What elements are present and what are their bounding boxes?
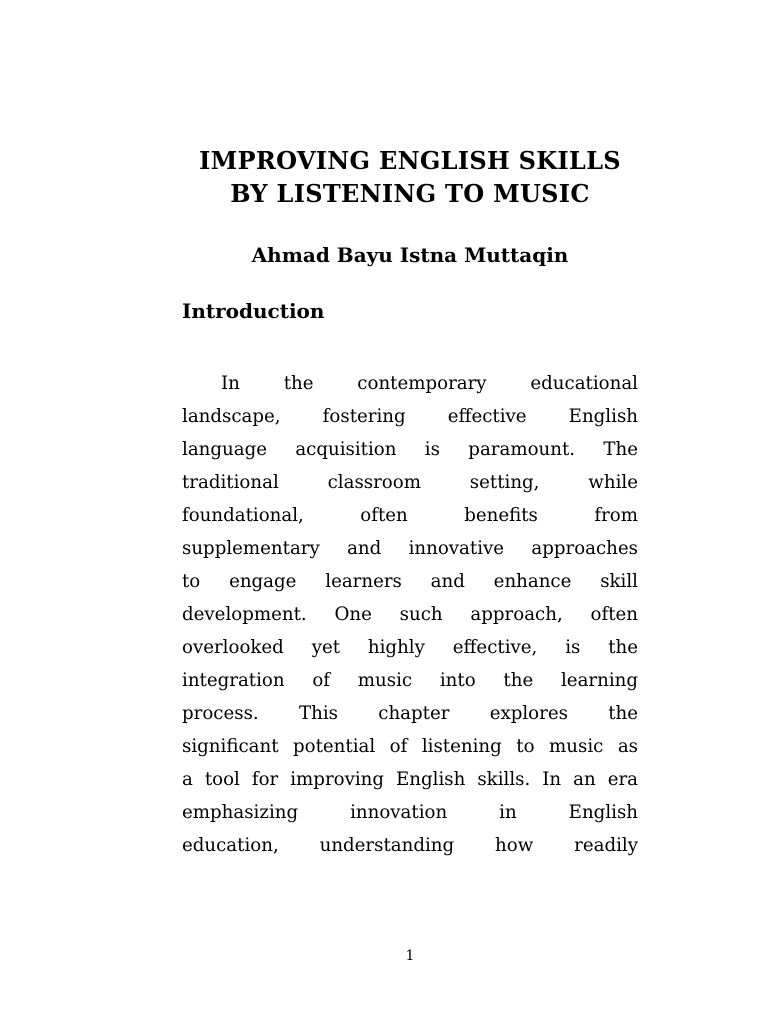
paragraph-line: significant potential of listening to music as [182, 736, 638, 757]
author-name: Ahmad Bayu Istna Muttaqin [251, 243, 569, 267]
paragraph-line: integration of music into the learning [182, 670, 638, 691]
paragraph-line: supplementary and innovative approaches [182, 538, 638, 559]
paragraph-line: In the contemporary educational [221, 373, 638, 394]
title-line: IMPROVING ENGLISH SKILLS [199, 146, 621, 175]
paragraph-line: process. This chapter explores the [182, 703, 638, 724]
paragraph-line: emphasizing innovation in English [182, 802, 638, 823]
paragraph-line: landscape, fostering effective English [182, 406, 638, 427]
paragraph-line: to engage learners and enhance skill [182, 571, 638, 592]
body-paragraph [182, 367, 638, 862]
paragraph-line: traditional classroom setting, while [182, 472, 638, 493]
paragraph-line: development. One such approach, often [182, 604, 638, 625]
paragraph-line: foundational, often benefits from [182, 505, 638, 526]
title-line: BY LISTENING TO MUSIC [230, 179, 590, 208]
page-number: 1 [405, 948, 415, 964]
section-heading: Introduction [182, 299, 325, 323]
document-title [182, 144, 638, 210]
paragraph-line: language acquisition is paramount. The [182, 439, 638, 460]
paragraph-line: overlooked yet highly effective, is the [182, 637, 638, 658]
paragraph-line: education, understanding how readily [182, 835, 638, 856]
paragraph-line: a tool for improving English skills. In an era [182, 769, 638, 790]
